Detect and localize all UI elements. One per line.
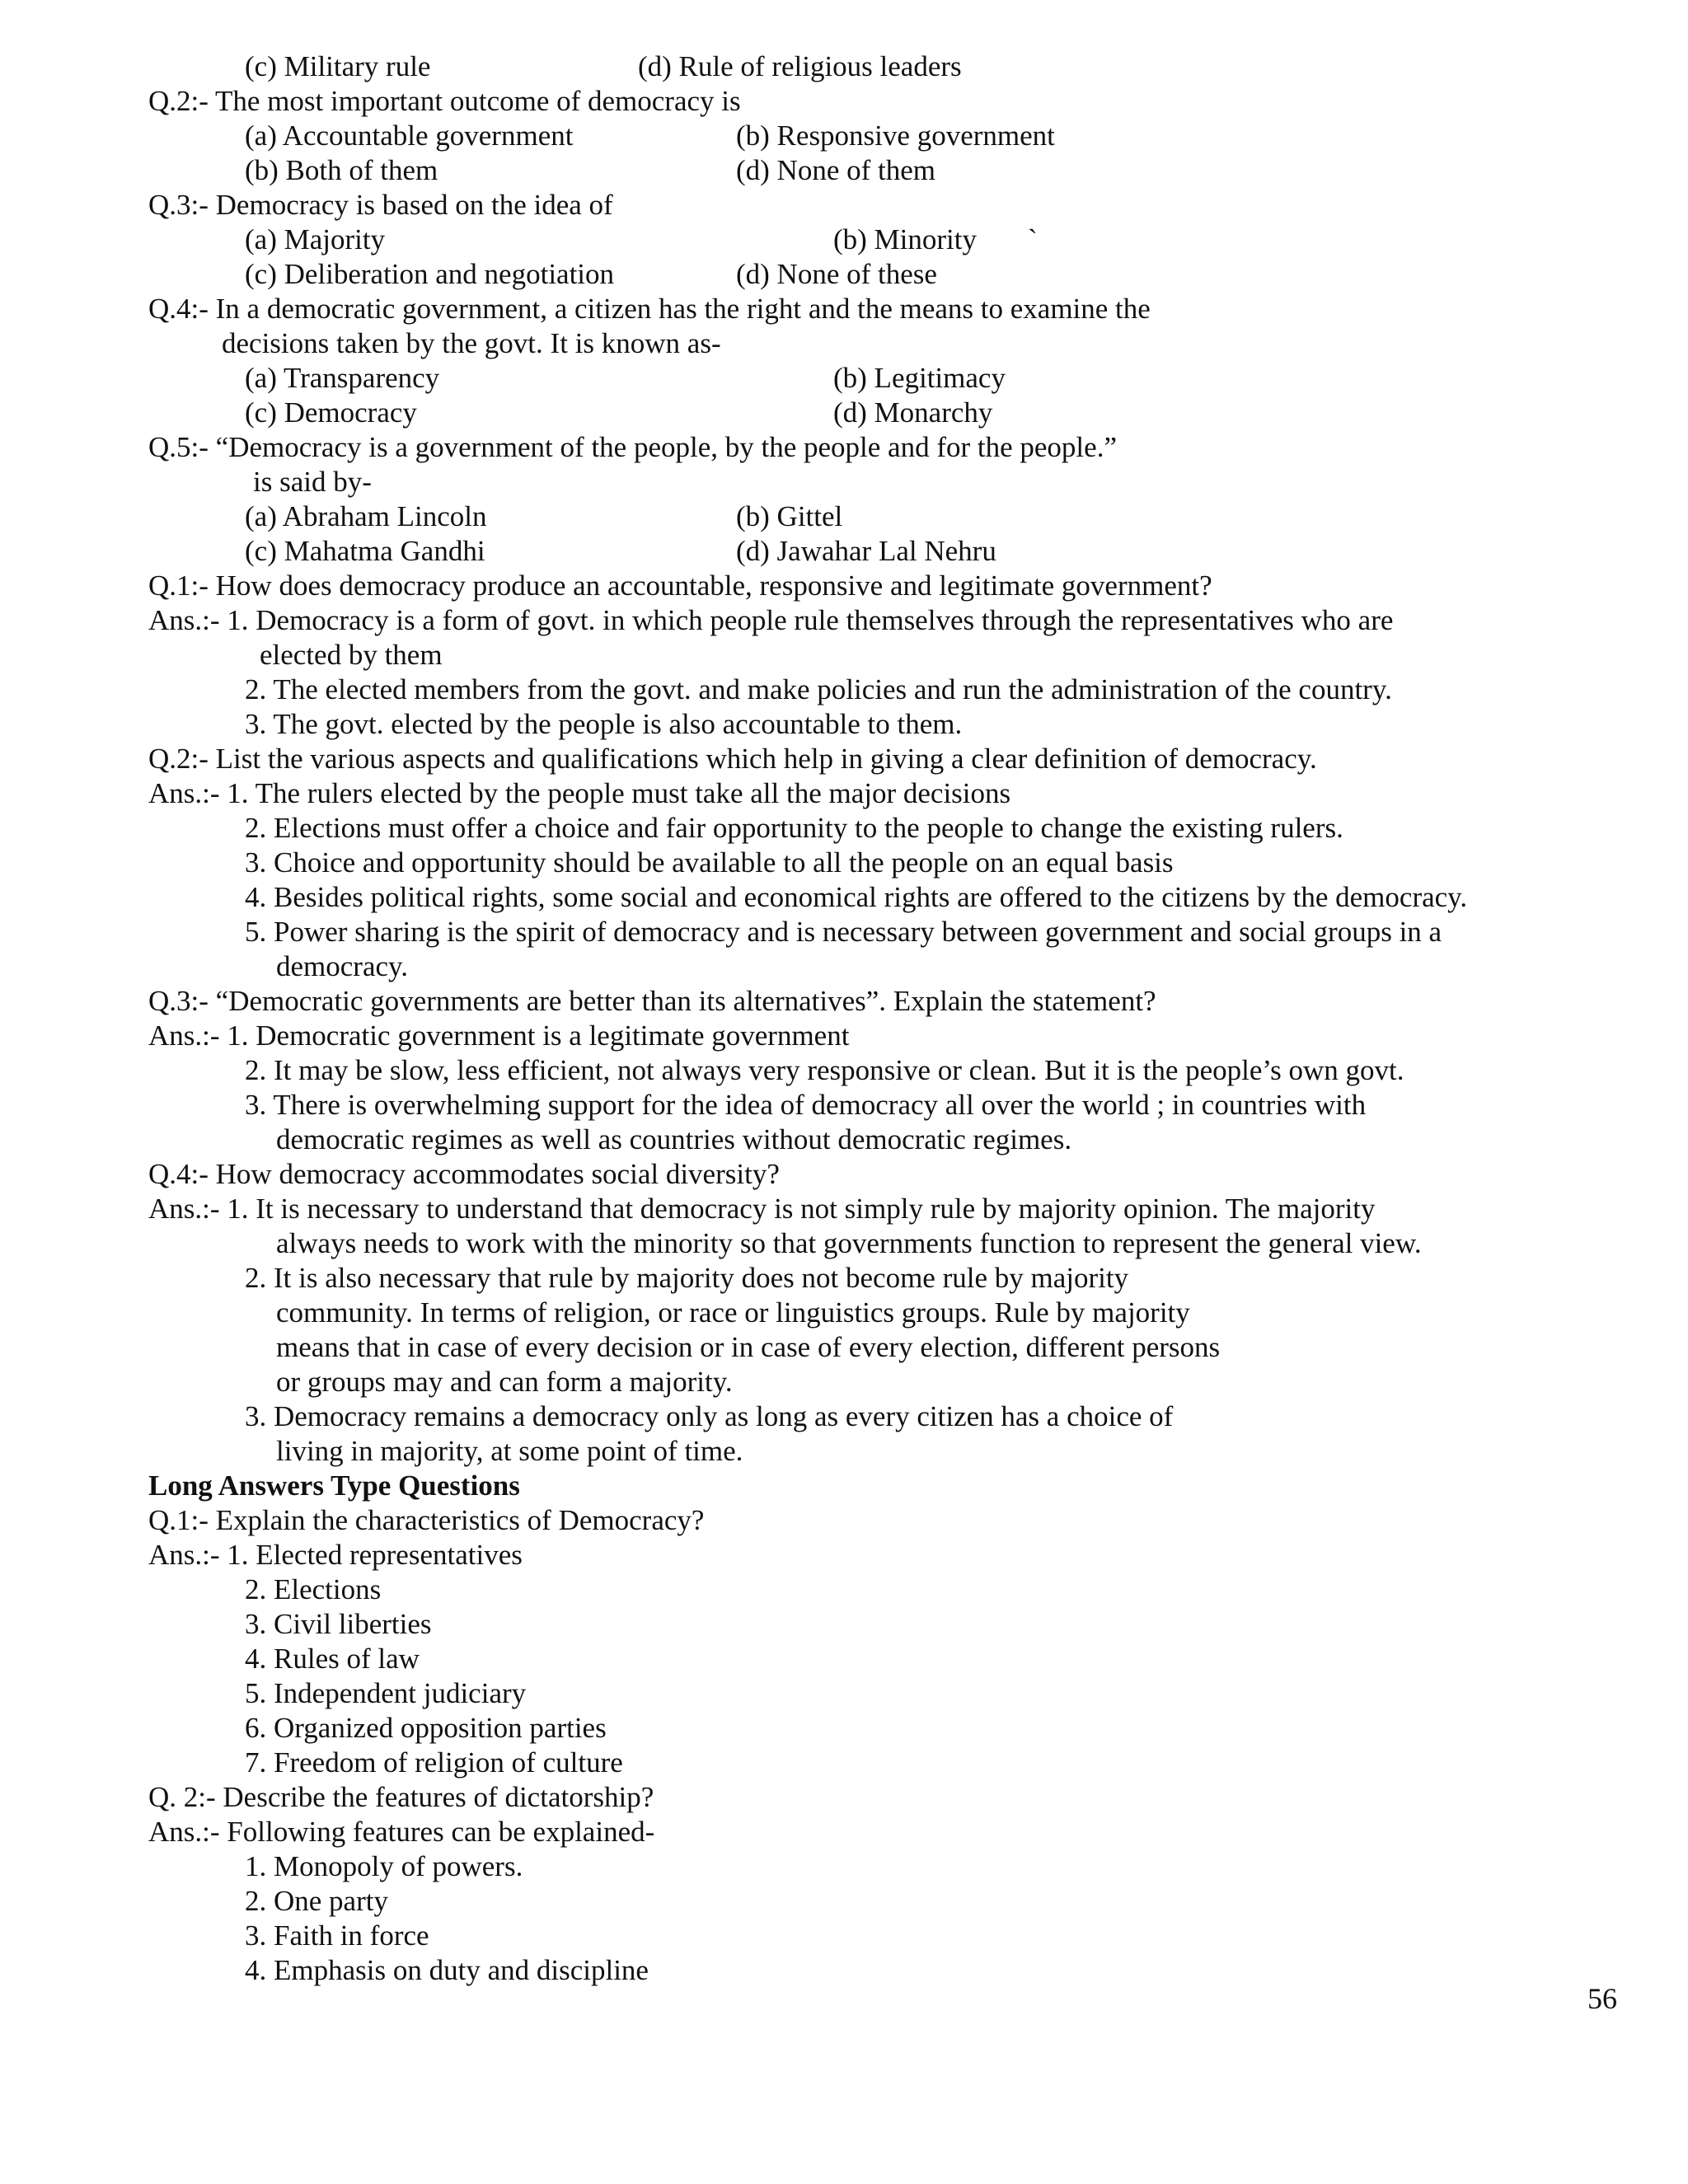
answer-line: Ans.:- 1. It is necessary to understand that democracy is not simply rule by majority opinion. The majority — [148, 1193, 1376, 1225]
list-item: 7. Freedom of religion of culture — [245, 1746, 623, 1779]
question-line: Q.1:- Explain the characteristics of Democracy? — [148, 1504, 705, 1536]
question-line: Q.2:- The most important outcome of democracy is — [148, 85, 741, 117]
answer-line: Ans.:- 1. Democracy is a form of govt. in which people rule themselves through the representatives who are — [148, 604, 1394, 636]
question-line: Q.4:- In a democratic government, a citizen has the right and the means to examine the — [148, 293, 1151, 325]
text-line: (c) Military rule — [245, 50, 431, 82]
list-item: 3. Faith in force — [245, 1919, 429, 1952]
answer-point: 3. Choice and opportunity should be available to all the people on an equal basis — [245, 846, 1174, 879]
question-line: Q.4:- How democracy accommodates social diversity? — [148, 1158, 780, 1190]
answer-continuation: elected by them — [260, 639, 443, 671]
answer-point: 2. Elections must offer a choice and fair opportunity to the people to change the existing rulers. — [245, 812, 1343, 844]
option-line: (d) Jawahar Lal Nehru — [736, 535, 996, 567]
answer-point: 3. The govt. elected by the people is also accountable to them. — [245, 708, 963, 740]
answer-continuation: always needs to work with the minority so that governments function to represent the general view. — [276, 1227, 1422, 1259]
answer-point: 2. It may be slow, less efficient, not always very responsive or clean. But it is the people’s own govt. — [245, 1054, 1404, 1086]
list-item: 5. Independent judiciary — [245, 1677, 527, 1709]
answer-point: 2. It is also necessary that rule by majority does not become rule by majority — [245, 1262, 1129, 1294]
option-line: (a) Accountable government — [245, 120, 574, 152]
question-continuation: is said by- — [253, 466, 372, 498]
answer-line: Ans.:- 1. Elected representatives — [148, 1539, 523, 1571]
page-number: 56 — [1587, 1982, 1617, 2015]
list-item: 4. Emphasis on duty and discipline — [245, 1954, 649, 1986]
list-item: 2. One party — [245, 1885, 388, 1917]
answer-continuation: living in majority, at some point of time. — [276, 1435, 743, 1467]
option-line: (a) Abraham Lincoln — [245, 500, 487, 532]
list-item: 1. Monopoly of powers. — [245, 1850, 523, 1882]
answer-continuation: means that in case of every decision or in case of every election, different persons — [276, 1331, 1221, 1363]
question-line: Q.5:- “Democracy is a government of the people, by the people and for the people.” — [148, 431, 1117, 463]
option-line: (d) None of these — [736, 258, 937, 290]
answer-continuation: or groups may and can form a majority. — [276, 1366, 733, 1398]
answer-continuation: democracy. — [276, 950, 408, 982]
answer-point: 2. The elected members from the govt. and make policies and run the administration of the country. — [245, 673, 1392, 705]
answer-continuation: community. In terms of religion, or race or linguistics groups. Rule by majority — [276, 1296, 1190, 1329]
answer-point: 3. There is overwhelming support for the idea of democracy all over the world ; in countries with — [245, 1089, 1367, 1121]
list-item: 6. Organized opposition parties — [245, 1712, 607, 1744]
answer-point: 5. Power sharing is the spirit of democracy and is necessary between government and social groups in a — [245, 916, 1442, 948]
answer-line: Ans.:- Following features can be explained- — [148, 1816, 655, 1848]
option-line: (a) Transparency — [245, 362, 440, 394]
option-line: (c) Deliberation and negotiation — [245, 258, 615, 290]
question-line: Q. 2:- Describe the features of dictatorship? — [148, 1781, 654, 1813]
option-line: (c) Democracy — [245, 396, 417, 429]
answer-continuation: democratic regimes as well as countries without democratic regimes. — [276, 1123, 1072, 1155]
question-line: Q.2:- List the various aspects and qualifications which help in giving a clear definition of democracy. — [148, 743, 1317, 775]
question-line: Q.3:- “Democratic governments are better than its alternatives”. Explain the statement? — [148, 985, 1156, 1017]
list-item: 2. Elections — [245, 1573, 382, 1605]
section-heading: Long Answers Type Questions — [148, 1469, 520, 1502]
answer-line: Ans.:- 1. The rulers elected by the people must take all the major decisions — [148, 777, 1011, 809]
option-line: (b) Responsive government — [736, 120, 1055, 152]
option-line: (b) Legitimacy — [833, 362, 1006, 394]
answer-line: Ans.:- 1. Democratic government is a legitimate government — [148, 1019, 850, 1052]
text-line: (d) Rule of religious leaders — [638, 50, 962, 82]
list-item: 3. Civil liberties — [245, 1608, 432, 1640]
option-line: (a) Majority — [245, 223, 386, 255]
option-line: (d) Monarchy — [833, 396, 993, 429]
answer-point: 3. Democracy remains a democracy only as long as every citizen has a choice of — [245, 1400, 1174, 1432]
option-line: (b) Gittel — [736, 500, 843, 532]
question-line: Q.3:- Democracy is based on the idea of — [148, 189, 613, 221]
answer-point: 4. Besides political rights, some social and economical rights are offered to the citizens by the democracy. — [245, 881, 1468, 913]
option-line: (b) Minority — [833, 223, 978, 255]
list-item: 4. Rules of law — [245, 1643, 420, 1675]
question-continuation: decisions taken by the govt. It is known as- — [222, 327, 721, 359]
option-line: (d) None of them — [736, 154, 936, 186]
option-line: (b) Both of them — [245, 154, 438, 186]
option-line: (c) Mahatma Gandhi — [245, 535, 485, 567]
question-line: Q.1:- How does democracy produce an accountable, responsive and legitimate government? — [148, 569, 1212, 602]
stray-mark: ` — [1028, 223, 1038, 255]
